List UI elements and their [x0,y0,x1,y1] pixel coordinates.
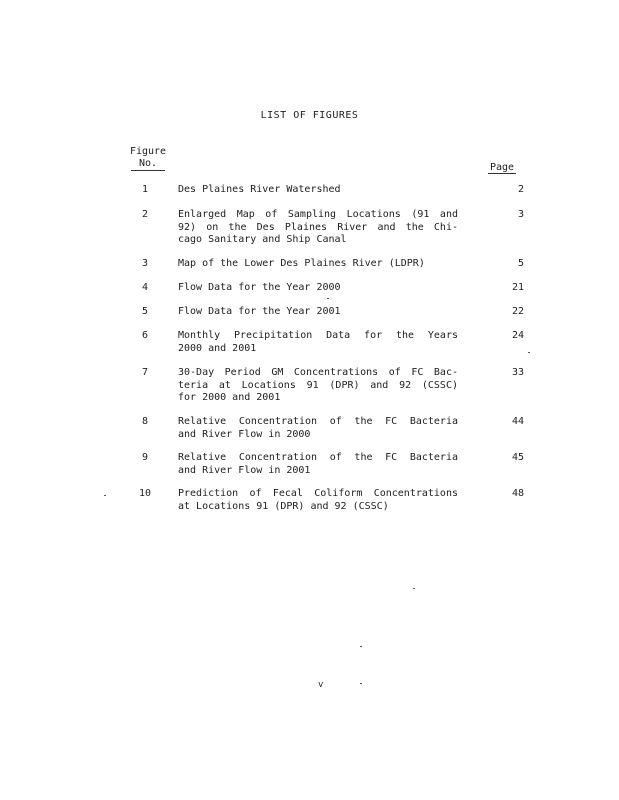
figure-page-number: 33 [511,367,524,378]
page-title: LIST OF FIGURES [260,110,359,121]
caption-line: 92) on the Des Plaines River and the Chi- [178,221,458,233]
figure-page-number: 5 [517,258,524,269]
scan-speck [104,495,106,496]
page-number-roman: v [318,680,324,690]
figure-caption [178,488,458,513]
scan-speck [413,588,415,589]
figure-caption [178,416,458,441]
scan-speck [528,352,530,353]
caption-line: Des Plaines River Watershed [178,184,341,195]
figure-page-number: 2 [517,184,524,195]
figure-page-number: 24 [511,330,524,341]
figure-caption [178,258,458,271]
figure-caption [178,209,458,247]
caption-line: Flow Data for the Year 2001 [178,306,341,317]
caption-line: 30-Day Period GM Concentrations of FC Bac- [178,367,458,378]
figure-header-line1: Figure [129,146,167,157]
caption-line: Prediction of Fecal Coliform Concentrations [178,488,458,499]
caption-line: and River Flow in 2001 [178,464,311,476]
caption-line: Enlarged Map of Sampling Locations (91 and [178,209,458,220]
figure-caption [178,452,458,477]
figure-number: 8 [141,416,149,427]
figure-page-number: 48 [511,488,524,499]
figure-caption [178,306,458,319]
figure-page-number: 21 [511,282,524,293]
caption-line: Monthly Precipitation Data for the Years [178,330,458,341]
figure-number: 1 [141,184,149,195]
caption-line: and River Flow in 2000 [178,428,311,440]
figure-caption [178,330,458,355]
scan-speck [327,298,329,299]
caption-line: at Locations 91 (DPR) and 92 (CSSC) [178,500,389,512]
figure-number: 3 [141,258,149,269]
figure-page-number: 44 [511,416,524,427]
figure-number: 4 [141,282,149,293]
figure-page-number: 3 [517,209,524,220]
caption-line: 2000 and 2001 [178,342,257,354]
figure-caption [178,282,458,295]
caption-line: Flow Data for the Year 2000 [178,282,341,293]
figure-number: 9 [141,452,149,463]
figure-caption [178,184,458,197]
figure-number: 10 [138,488,152,499]
figure-page-number: 22 [511,306,524,317]
page-column-header: Page [490,162,515,173]
caption-line: teria at Locations 91 (DPR) and 92 (CSSC) [178,379,458,391]
scan-speck [360,683,362,684]
figure-number: 5 [141,306,149,317]
caption-line: Relative Concentration of the FC Bacteria [178,452,458,463]
figure-page-number: 45 [511,452,524,463]
scan-speck [360,646,362,647]
caption-line: cago Sanitary and Ship Canal [178,234,347,245]
figure-number: 6 [141,330,149,341]
caption-line: Relative Concentration of the FC Bacteria [178,416,458,427]
figure-number: 2 [141,209,149,220]
caption-line: for 2000 and 2001 [178,392,281,403]
caption-line: Map of the Lower Des Plaines River (LDPR) [178,258,425,269]
figure-number-header [122,146,174,171]
figure-caption [178,367,458,405]
figure-number: 7 [141,367,149,378]
figure-header-line2: No. [131,158,165,171]
